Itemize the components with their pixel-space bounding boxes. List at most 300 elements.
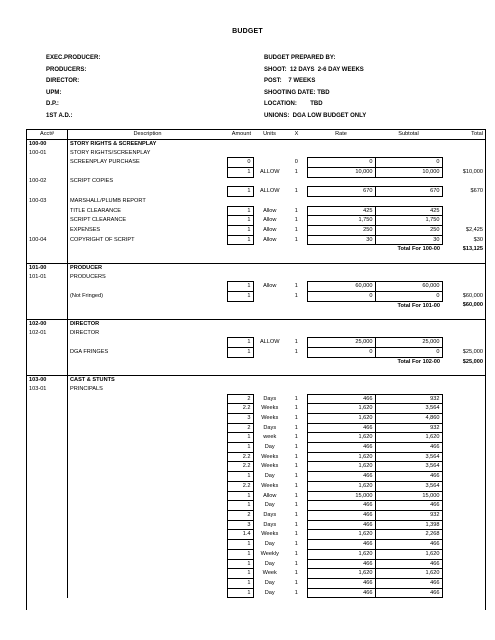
cell-rate [307, 319, 375, 328]
table-row [27, 520, 485, 530]
table-row [27, 588, 485, 598]
section-total-label: Total For 101-00 [397, 302, 440, 309]
table-row [27, 578, 485, 588]
cell-description [68, 394, 228, 404]
table-row [27, 254, 485, 263]
cell-x: 1 [294, 492, 298, 499]
cell-total [442, 394, 485, 404]
cell-total [442, 263, 485, 272]
cell-total [442, 540, 485, 550]
cell-amount: 1 [227, 338, 253, 348]
cell-total: $2,425 [465, 226, 483, 233]
cell-rate: 10,000 [307, 167, 375, 177]
table-row [27, 376, 485, 385]
cell-subtotal: 466 [375, 588, 442, 598]
cell-amount: 1 [227, 216, 253, 226]
cell-units [253, 139, 286, 148]
cell-x: 1 [294, 292, 298, 299]
cell-acct [27, 366, 68, 375]
cell-acct: 100-00 [27, 139, 68, 148]
section-total-label: Total For 102-00 [397, 358, 440, 365]
col-rate: Rate [307, 130, 375, 139]
table-row [27, 235, 485, 245]
table-row [27, 366, 485, 375]
cell-units [253, 376, 286, 385]
cell-total [442, 206, 485, 216]
section-total-label: Total For 100-00 [397, 246, 440, 253]
cell-subtotal: 1,620 [375, 569, 442, 579]
cell-x: 1 [294, 434, 298, 441]
cell-x [286, 329, 307, 338]
cell-acct [27, 291, 68, 301]
cell-amount [227, 148, 253, 157]
cell-amount: 1 [227, 443, 253, 453]
cell-acct [27, 520, 68, 530]
cell-units: Allow [263, 217, 277, 224]
cell-rate: 466 [307, 520, 375, 530]
cell-total [442, 310, 485, 319]
cell-total [442, 385, 485, 394]
cell-amount [227, 272, 253, 281]
col-total: Total [442, 130, 485, 139]
cell-subtotal: 0 [375, 291, 442, 301]
cell-amount: 1 [227, 472, 253, 482]
cell-subtotal: 2,268 [375, 530, 442, 540]
table-row [27, 443, 485, 453]
cell-description: (Not Fringed) [70, 292, 103, 299]
cell-subtotal: 3,564 [375, 462, 442, 472]
cell-units: Days [263, 395, 277, 402]
cell-rate [307, 254, 375, 263]
table-row [27, 139, 485, 148]
cell-description: COPYRIGHT OF SCRIPT [70, 236, 135, 243]
cell-total [442, 148, 485, 157]
cell-total [442, 158, 485, 168]
cell-x: 1 [294, 521, 298, 528]
cell-units: Day [264, 579, 275, 586]
cell-acct [27, 216, 68, 226]
cell-amount: 2.2 [227, 481, 253, 491]
cell-x: 1 [294, 589, 298, 596]
table-row [27, 196, 485, 206]
cell-acct [27, 245, 68, 254]
cell-description [68, 540, 228, 550]
cell-description: TITLE CLEARANCE [70, 207, 121, 214]
cell-rate [307, 385, 375, 394]
cell-description [68, 510, 228, 520]
table-row [27, 413, 485, 423]
cell-subtotal: 0 [375, 348, 442, 358]
cell-acct [27, 206, 68, 216]
cell-description: PRODUCER [68, 263, 228, 272]
cell-description [68, 404, 228, 414]
cell-amount [227, 376, 253, 385]
cell-description [68, 578, 228, 588]
cell-acct [27, 588, 68, 598]
cell-subtotal: 932 [375, 423, 442, 433]
cell-total [442, 338, 485, 348]
table-row [27, 282, 485, 292]
cell-x: 1 [294, 188, 298, 195]
cell-rate: 0 [307, 348, 375, 358]
cell-x [286, 376, 307, 385]
cell-rate: 466 [307, 540, 375, 550]
table-row [27, 177, 485, 187]
cell-rate: 466 [307, 472, 375, 482]
table-row [27, 510, 485, 520]
header-location: LOCATION: TBD [264, 101, 323, 107]
cell-subtotal: 466 [375, 540, 442, 550]
section-total-value: $25,000 [462, 358, 483, 365]
table-row [27, 481, 485, 491]
cell-amount: 1 [227, 433, 253, 443]
cell-description [68, 423, 228, 433]
cell-acct [27, 443, 68, 453]
cell-total [442, 452, 485, 462]
cell-acct [27, 282, 68, 292]
table-row [27, 433, 485, 443]
cell-description: SCREENPLAY PURCHASE [70, 159, 140, 166]
cell-x [286, 139, 307, 148]
cell-description [68, 338, 228, 348]
cell-units [253, 366, 286, 375]
cell-total [442, 272, 485, 281]
cell-units: Allow [263, 492, 277, 499]
table-row [27, 216, 485, 226]
cell-subtotal [375, 366, 442, 375]
cell-acct [27, 549, 68, 559]
cell-description: DIRECTOR [70, 329, 100, 336]
table-row [27, 329, 485, 338]
cell-acct: 100-02 [27, 177, 68, 187]
col-amount: Amount [227, 130, 253, 139]
cell-amount [227, 310, 253, 319]
cell-total [442, 423, 485, 433]
cell-rate: 1,620 [307, 433, 375, 443]
cell-description [68, 569, 228, 579]
cell-acct: 100-03 [27, 196, 68, 206]
cell-amount: 2 [227, 394, 253, 404]
section-total-value: $60,000 [462, 302, 483, 309]
cell-units: Allow [263, 283, 277, 290]
header-right-block [264, 53, 366, 122]
header-shooting-date: SHOOTING DATE: TBD [264, 89, 330, 96]
cell-subtotal: 3,564 [375, 481, 442, 491]
cell-rate: 1,620 [307, 481, 375, 491]
cell-subtotal [375, 139, 442, 148]
cell-acct [27, 481, 68, 491]
cell-acct [27, 357, 68, 366]
cell-rate: 15,000 [307, 491, 375, 501]
cell-amount: 1 [227, 187, 253, 197]
cell-rate: 466 [307, 578, 375, 588]
cell-amount [227, 139, 253, 148]
cell-units: Weeks [261, 482, 279, 489]
cell-x: 0 [294, 159, 298, 166]
cell-amount: 1 [227, 282, 253, 292]
cell-total [442, 282, 485, 292]
cell-units: Weeks [261, 463, 279, 470]
cell-rate: 466 [307, 559, 375, 569]
table-row [27, 272, 485, 281]
cell-amount: 3 [227, 413, 253, 423]
cell-description [68, 549, 228, 559]
cell-rate: 30 [307, 235, 375, 245]
cell-amount [227, 319, 253, 328]
cell-subtotal [375, 376, 442, 385]
cell-units: Days [263, 511, 277, 518]
cell-total [442, 569, 485, 579]
table-row [27, 187, 485, 197]
cell-units: Weeks [261, 453, 279, 460]
cell-x: 1 [294, 502, 298, 509]
cell-total [442, 501, 485, 511]
cell-description [68, 481, 228, 491]
cell-rate [307, 263, 375, 272]
cell-total [442, 177, 485, 187]
cell-description [68, 187, 228, 197]
table-row [27, 462, 485, 472]
cell-description [68, 452, 228, 462]
cell-acct: 103-00 [27, 376, 68, 385]
cell-total [442, 588, 485, 598]
cell-description: DGA FRINGES [70, 349, 109, 356]
cell-total [442, 413, 485, 423]
cell-x [286, 366, 307, 375]
cell-subtotal: 466 [375, 472, 442, 482]
cell-amount: 0 [227, 158, 253, 168]
header-dp: D.P.: [46, 101, 59, 107]
cell-subtotal [375, 254, 442, 263]
cell-total [442, 472, 485, 482]
cell-total: $25,000 [462, 349, 483, 356]
cell-rate: 0 [307, 291, 375, 301]
col-acct: Acct# [27, 130, 68, 139]
cell-subtotal: 4,860 [375, 413, 442, 423]
table-row [27, 452, 485, 462]
table-row [27, 167, 485, 177]
cell-units [253, 196, 286, 206]
cell-total [442, 376, 485, 385]
cell-description: STORY RIGHTS & SCREENPLAY [70, 140, 157, 147]
cell-total [442, 254, 485, 263]
table-row [27, 530, 485, 540]
cell-description [68, 491, 228, 501]
cell-x: 1 [294, 226, 298, 233]
cell-description [68, 472, 228, 482]
cell-subtotal: 466 [375, 578, 442, 588]
cell-x: 1 [294, 207, 298, 214]
cell-subtotal [375, 272, 442, 281]
cell-subtotal: 3,564 [375, 404, 442, 414]
cell-x: 1 [294, 579, 298, 586]
cell-units: week [263, 434, 277, 441]
cell-description [68, 559, 228, 569]
cell-x [286, 254, 307, 263]
header-producers: PRODUCERS: [46, 66, 87, 73]
section-total-value: $13,125 [462, 246, 483, 253]
cell-subtotal [375, 385, 442, 394]
cell-acct [27, 348, 68, 358]
cell-units [253, 310, 286, 319]
cell-rate: 1,620 [307, 404, 375, 414]
cell-description [68, 530, 228, 540]
cell-x: 1 [294, 453, 298, 460]
cell-rate: 466 [307, 443, 375, 453]
cell-acct [27, 254, 68, 263]
cell-amount: 1 [227, 578, 253, 588]
cell-acct [27, 433, 68, 443]
cell-total [442, 520, 485, 530]
table-row [27, 225, 485, 235]
cell-amount: 1 [227, 348, 253, 358]
cell-total [442, 491, 485, 501]
cell-acct: 102-01 [27, 329, 68, 338]
cell-rate: 466 [307, 501, 375, 511]
table-row [27, 501, 485, 511]
cell-rate [307, 196, 375, 206]
col-description: Description [68, 130, 228, 139]
cell-units [253, 148, 286, 157]
cell-x: 1 [294, 349, 298, 356]
cell-amount: 3 [227, 520, 253, 530]
budget-sheet [26, 129, 486, 610]
cell-x [286, 272, 307, 281]
table-row [27, 206, 485, 216]
cell-units [253, 348, 286, 358]
cell-description [68, 588, 228, 598]
cell-description: STORY RIGHTS/SCREENPLAY [70, 149, 151, 156]
header-left-block [46, 53, 100, 122]
cell-subtotal: 250 [375, 225, 442, 235]
cell-description: DIRECTOR [68, 319, 228, 328]
cell-acct: 101-00 [27, 263, 68, 272]
cell-x: 1 [294, 463, 298, 470]
cell-units: Weekly [260, 550, 279, 557]
cell-total [442, 559, 485, 569]
cell-subtotal: 0 [375, 158, 442, 168]
cell-units [253, 319, 286, 328]
cell-units: Day [264, 560, 275, 567]
cell-units [253, 272, 286, 281]
header-unions: UNIONS: DGA LOW BUDGET ONLY [264, 112, 367, 119]
cell-subtotal: 30 [375, 235, 442, 245]
cell-subtotal: 25,000 [375, 338, 442, 348]
cell-description [68, 462, 228, 472]
cell-rate: 250 [307, 225, 375, 235]
cell-subtotal [375, 196, 442, 206]
cell-subtotal: 425 [375, 206, 442, 216]
cell-acct [27, 530, 68, 540]
cell-acct [27, 413, 68, 423]
cell-subtotal: 1,620 [375, 433, 442, 443]
table-row [27, 319, 485, 328]
cell-acct [27, 423, 68, 433]
cell-total [442, 329, 485, 338]
cell-rate [307, 366, 375, 375]
cell-acct [27, 578, 68, 588]
cell-rate: 1,620 [307, 569, 375, 579]
cell-units: Weeks [261, 531, 279, 538]
cell-description: SCRIPT CLEARANCE [70, 217, 127, 224]
table-body [27, 139, 485, 598]
cell-acct [27, 338, 68, 348]
cell-description [68, 433, 228, 443]
cell-rate [307, 177, 375, 187]
cell-total [442, 578, 485, 588]
table-row [27, 569, 485, 579]
header-director: DIRECTOR: [46, 78, 80, 84]
cell-description [68, 310, 228, 319]
cell-rate: 466 [307, 510, 375, 520]
cell-total [442, 510, 485, 520]
table-row [27, 472, 485, 482]
cell-subtotal: 1,398 [375, 520, 442, 530]
cell-units: Days [263, 424, 277, 431]
table-row [27, 245, 485, 254]
cell-amount: 1 [227, 235, 253, 245]
cell-description [68, 443, 228, 453]
cell-amount: 1 [227, 588, 253, 598]
cell-rate: 1,750 [307, 216, 375, 226]
cell-total [442, 139, 485, 148]
cell-amount [227, 385, 253, 394]
cell-subtotal [375, 263, 442, 272]
cell-subtotal: 466 [375, 501, 442, 511]
cell-units: Day [264, 589, 275, 596]
cell-amount: 2 [227, 510, 253, 520]
cell-rate: 1,620 [307, 549, 375, 559]
header-post: POST: 7 WEEKS [264, 78, 316, 84]
cell-subtotal [375, 319, 442, 328]
cell-description: PRODUCERS [70, 273, 106, 280]
cell-amount [227, 329, 253, 338]
cell-amount: 1 [227, 167, 253, 177]
table-row [27, 148, 485, 157]
cell-total [442, 196, 485, 206]
cell-description: PRINCIPALS [70, 386, 103, 393]
cell-units: Days [263, 521, 277, 528]
cell-units: Allow [263, 226, 277, 233]
cell-amount: 1 [227, 559, 253, 569]
cell-x [286, 310, 307, 319]
table-row [27, 404, 485, 414]
cell-x: 1 [294, 424, 298, 431]
cell-total [442, 404, 485, 414]
cell-subtotal: 670 [375, 187, 442, 197]
cell-description [68, 501, 228, 511]
cell-subtotal [375, 148, 442, 157]
cell-x: 1 [294, 531, 298, 538]
table-row [27, 291, 485, 301]
cell-subtotal: 1,750 [375, 216, 442, 226]
cell-rate [307, 272, 375, 281]
cell-total [442, 481, 485, 491]
cell-units: Day [264, 473, 275, 480]
cell-rate: 0 [307, 158, 375, 168]
cell-acct [27, 569, 68, 579]
cell-rate [307, 310, 375, 319]
cell-description: SCRIPT COPIES [70, 178, 114, 185]
cell-amount: 1 [227, 291, 253, 301]
cell-total: $60,000 [462, 292, 483, 299]
cell-acct: 103-01 [27, 385, 68, 394]
table-row [27, 559, 485, 569]
cell-amount: 1 [227, 491, 253, 501]
cell-x [286, 385, 307, 394]
cell-units [253, 385, 286, 394]
cell-subtotal [375, 177, 442, 187]
